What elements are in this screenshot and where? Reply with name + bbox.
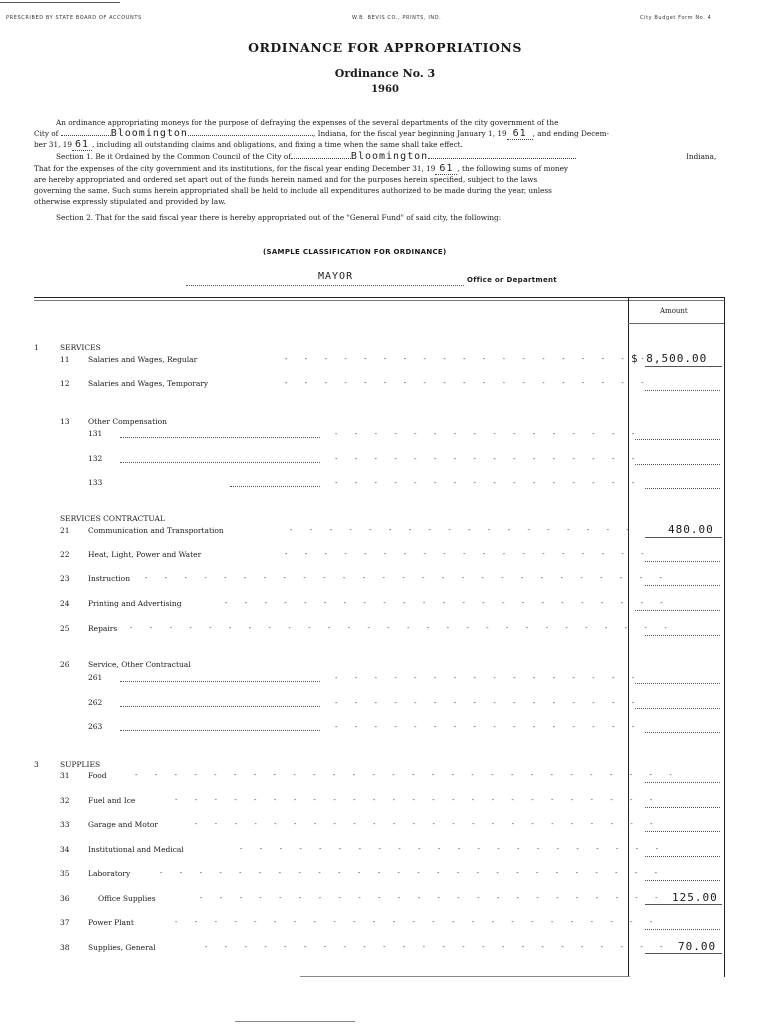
leader-dashes: - - - - - - - - - - - - - - - - - - - - - - - - - - - -: [135, 771, 680, 779]
top-rule: [0, 2, 120, 3]
leader-dashes: - - - - - - - - - - - - - - - -: [335, 479, 642, 487]
amount-line: [635, 463, 720, 465]
item-code: 132: [88, 454, 103, 463]
item-label: Printing and Advertising: [88, 599, 182, 608]
amount-line: [645, 903, 722, 905]
amount-line: [635, 682, 720, 684]
item-code: 11: [60, 355, 70, 364]
amount-line: [645, 952, 722, 954]
item-label: Instruction: [88, 574, 131, 583]
entry-line: [120, 461, 320, 463]
classification-heading: (SAMPLE CLASSIFICATION FOR ORDINANCE): [263, 248, 447, 256]
preamble-line-2: City of Bloomington , Indiana, for the fiscal year beginning January 1, 19 61 , and ending Decem-: [34, 128, 609, 139]
section-number: 3: [34, 760, 39, 769]
amount-line: [645, 560, 720, 562]
amount-header: Amount: [660, 307, 688, 315]
item-label: Garage and Motor: [88, 820, 158, 829]
page-title: ORDINANCE FOR APPROPRIATIONS: [248, 40, 522, 55]
leader-dashes: - - - - - - - - - - - - - - - -: [335, 723, 642, 731]
item-label: Laboratory: [88, 869, 131, 878]
section-1-indiana: Indiana,: [686, 152, 717, 161]
city-name: Bloomington: [110, 128, 188, 139]
section-supplies: SUPPLIES: [60, 760, 101, 769]
amount-line: [635, 707, 720, 709]
leader-dashes: - - - - - - - - - - - - - - - -: [335, 699, 642, 707]
leader-dashes: - - - - - - - - - - - - - - - - - - - - - - - - -: [175, 918, 660, 926]
entry-line: [120, 436, 320, 438]
page-bottom-fragment: [235, 1021, 355, 1022]
amount-line: [645, 855, 720, 857]
item-label: Office Supplies: [98, 894, 156, 903]
leader-dashes: - - - - - - - - - - - - - - - - - -: [290, 526, 637, 534]
entry-line: [120, 680, 320, 682]
amount-line: [645, 487, 720, 489]
item-code: 262: [88, 698, 103, 707]
item-code: 21: [60, 526, 70, 535]
amount-line: [645, 365, 722, 367]
item-code: 37: [60, 918, 70, 927]
item-label: Other Compensation: [88, 417, 167, 426]
ordinance-number: Ordinance No. 3: [334, 67, 436, 80]
section-1-line-2: That for the expenses of the city government and its institutions, for the fiscal year ending December 31, 19 61 , the following sums of money: [34, 163, 569, 174]
department-label: Office or Department: [467, 276, 557, 284]
item-code: 36: [60, 894, 70, 903]
item-code: 12: [60, 379, 70, 388]
leader-dashes: - - - - - - - - - - - - - - - -: [335, 430, 642, 438]
item-code: 26: [60, 660, 70, 669]
amount-value: 125.00: [672, 891, 718, 904]
leader-dashes: - - - - - - - - - - - - - - - - - - - - - - - - - - -: [145, 574, 670, 582]
section-1-line-1: Section 1. Be it Ordained by the Common Council of the City of Bloomington: [56, 151, 576, 162]
item-code: 22: [60, 550, 70, 559]
item-code: 25: [60, 624, 70, 633]
form-prescribed-note: PRESCRIBED BY STATE BOARD OF ACCOUNTS: [6, 15, 142, 21]
leader-dashes: - - - - - - - - - - - - - - - - - - - - - - - - -: [175, 796, 660, 804]
item-label: Fuel and Ice: [88, 796, 136, 805]
item-label: Salaries and Wages, Regular: [88, 355, 198, 364]
leader-dashes: - - - - - - - - - - - - - - - - - - - - - - -: [225, 599, 671, 607]
amount-line: [645, 584, 720, 586]
item-label: Service, Other Contractual: [88, 660, 191, 669]
item-label: Supplies, General: [88, 943, 156, 952]
item-code: 32: [60, 796, 70, 805]
item-label: Repairs: [88, 624, 118, 633]
item-label: Food: [88, 771, 107, 780]
form-number: City Budget Form No. 4: [640, 15, 712, 21]
amount-line: [645, 634, 720, 636]
amount-line: [645, 731, 720, 733]
bottom-rule: [300, 976, 630, 977]
item-code: 13: [60, 417, 70, 426]
item-code: 261: [88, 673, 103, 682]
section-services-contractual: SERVICES CONTRACTUAL: [60, 514, 165, 523]
entry-line: [120, 705, 320, 707]
item-label: Communication and Transportation: [88, 526, 224, 535]
item-code: 24: [60, 599, 70, 608]
item-code: 31: [60, 771, 70, 780]
item-label: Institutional and Medical: [88, 845, 184, 854]
amount-line: [645, 389, 720, 391]
section-1-line-5: otherwise expressly stipulated and provided by law.: [34, 197, 226, 206]
section-services: SERVICES: [60, 343, 101, 352]
item-code: 33: [60, 820, 70, 829]
amount-line: [645, 879, 720, 881]
preamble-line-1: An ordinance appropriating moneys for the purpose of defraying the expenses of the several departments of the city government of the: [56, 118, 559, 127]
item-label: Heat, Light, Power and Water: [88, 550, 202, 559]
leader-dashes: - - - - - - - - - - - - - - - - - - -: [285, 379, 652, 387]
entry-line: [120, 729, 320, 731]
item-code: 23: [60, 574, 70, 583]
ordinance-year: 1960: [371, 84, 399, 95]
leader-dashes: - - - - - - - - - - - - - - - - - - - - - - - -: [205, 943, 671, 951]
amount-line: [645, 928, 720, 930]
table-top-rule-2: [34, 300, 724, 301]
amount-line: [635, 438, 720, 440]
amount-line: [645, 781, 720, 783]
item-code: 38: [60, 943, 70, 952]
amount-header-rule: [628, 323, 724, 324]
leader-dashes: - - - - - - - - - - - - - - - - - - - - - - - -: [200, 894, 666, 902]
item-code: 263: [88, 722, 103, 731]
section-number: 1: [34, 343, 39, 352]
leader-dashes: - - - - - - - - - - - - - - - - - - - - - - - -: [195, 820, 661, 828]
leader-dashes: - - - - - - - - - - - - - - - - - - - - - - - - - - - -: [130, 624, 675, 632]
amount-line: [645, 830, 720, 832]
item-label: Salaries and Wages, Temporary: [88, 379, 209, 388]
leader-dashes: - - - - - - - - - - - - - - - - - - -: [285, 355, 652, 363]
department-value: MAYOR: [318, 271, 354, 282]
amount-value: 480.00: [668, 523, 714, 536]
table-top-rule: [34, 297, 724, 298]
section-2: Section 2. That for the said fiscal year there is hereby appropriated out of the "General Fund" of said city, the following:: [56, 213, 502, 222]
amount-column-right-rule: [724, 297, 725, 977]
amount-value: $ 8,500.00: [631, 352, 708, 365]
item-label: Power Plant: [88, 918, 134, 927]
item-code: 131: [88, 429, 103, 438]
amount-value: 70.00: [678, 940, 717, 953]
leader-dashes: - - - - - - - - - - - - - - - - - - -: [285, 550, 652, 558]
item-code: 133: [88, 478, 103, 487]
preamble-line-3: ber 31, 19 61 , including all outstanding claims and obligations, and fixing a time when the same shall take effect.: [34, 139, 463, 150]
amount-line: [635, 609, 720, 611]
item-code: 35: [60, 869, 70, 878]
leader-dashes: - - - - - - - - - - - - - - - -: [335, 455, 642, 463]
amount-line: [645, 536, 722, 538]
entry-line: [230, 485, 320, 487]
section-1-line-3: are hereby appropriated and ordered set apart out of the funds herein named and for the purposes herein specified, subject to the laws: [34, 175, 538, 184]
amount-line: [645, 806, 720, 808]
printer-note: W.B. BEVIS CO., PRINTS, IND.: [352, 15, 442, 21]
section-1-line-4: governing the same. Such sums herein appropriated shall be held to include all expenditures authorized to be made during the year, unless: [34, 186, 552, 195]
leader-dashes: - - - - - - - - - - - - - - - -: [335, 674, 642, 682]
leader-dashes: - - - - - - - - - - - - - - - - - - - - - -: [240, 845, 666, 853]
department-field-line: [186, 284, 464, 286]
item-code: 34: [60, 845, 70, 854]
leader-dashes: - - - - - - - - - - - - - - - - - - - - - - - - - -: [160, 869, 665, 877]
